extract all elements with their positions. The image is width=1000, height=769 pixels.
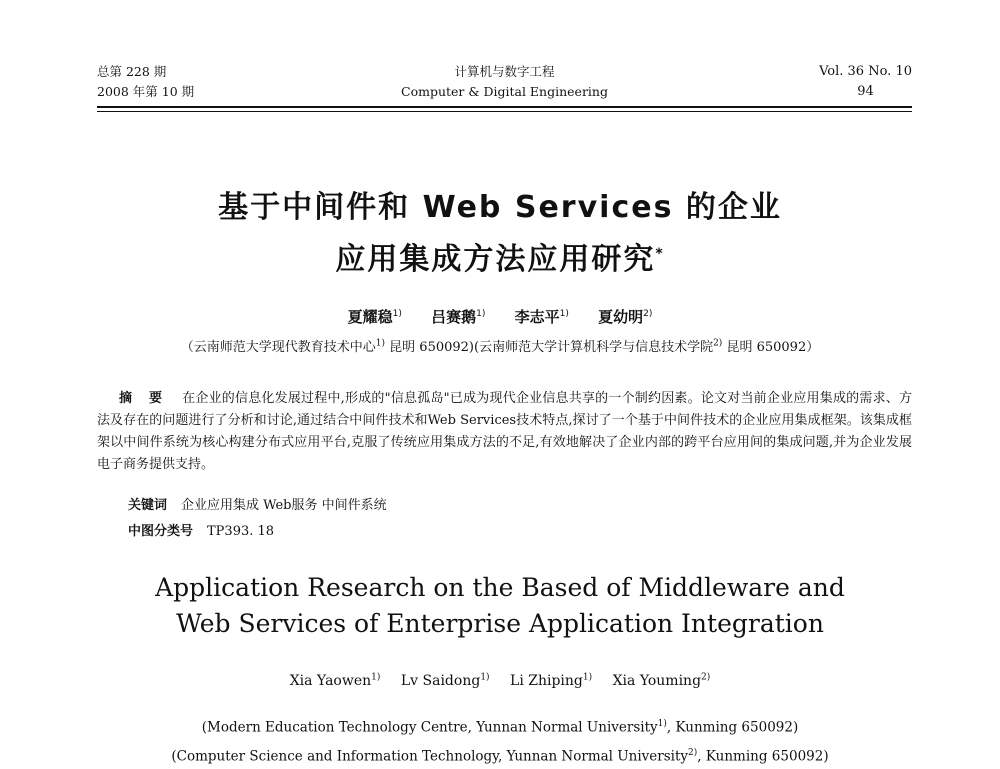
title-footnote-mark: * (655, 246, 664, 262)
header-rule-thick (97, 106, 912, 108)
abstract-cn (97, 388, 912, 476)
issue-number: 总第 228 期 (97, 62, 194, 82)
classification-label: 中图分类号 (128, 524, 193, 539)
issue-date: 2008 年第 10 期 (97, 82, 194, 102)
title-en-line1: Application Research on the Based of Middleware and (0, 570, 1000, 606)
page-header (97, 62, 912, 106)
author-en: Li Zhiping$^{1)}$ (510, 673, 592, 689)
abstract-text: 在企业的信息化发展过程中,形成的"信息孤岛"已成为现代企业信息共享的一个制约因素。论文对当前企业应用集成的需求、方法及存在的问题进行了分析和讨论,通过结合中间件技术和Web Services技术特点,探讨了一个基于中间件技术的企业应用集成框架。该集成框架以中间件系统为核心构建分布式应用平台,克服了传统应用集成方法的不足,有效地解决了企业内部的跨平台应用间的集成问题,并为企业发展电子商务提供支持。 (97, 391, 912, 472)
author-cn: 李志平$^{1)}$ (515, 308, 569, 326)
authors-cn (0, 306, 1000, 327)
title-cn-line2: 应用集成方法应用研究* (0, 231, 1000, 283)
paper-title-cn (0, 184, 1000, 283)
volume-number: Vol. 36 No. 10 (819, 62, 912, 82)
author-en: Lv Saidong$^{1)}$ (401, 673, 490, 689)
affiliation-en-line1: (Modern Education Technology Centre, Yunnan Normal University$^{1)}$, Kunming 650092) (0, 712, 1000, 741)
authors-en (0, 672, 1000, 689)
header-right (819, 62, 912, 102)
classification (128, 520, 274, 539)
affiliation-cn: （云南师范大学现代教育技术中心$^{1)}$ 昆明 650092)(云南师范大学计算机科学与信息技术学院$^{2)}$ 昆明 650092） (0, 336, 1000, 355)
author-cn: 吕赛鹅$^{1)}$ (431, 308, 485, 326)
header-rule-thin (97, 111, 912, 112)
affiliation-en-line2: (Computer Science and Information Technology, Yunnan Normal University$^{2)}$, Kunming 650092) (0, 741, 1000, 769)
author-cn: 夏耀稳$^{1)}$ (348, 308, 402, 326)
title-cn-line1: 基于中间件和 Web Services 的企业 (0, 184, 1000, 231)
journal-name-cn: 计算机与数字工程 (97, 62, 912, 82)
abstract-label: 摘 要 (119, 391, 168, 406)
title-en-line2: Web Services of Enterprise Application Integration (0, 606, 1000, 642)
journal-name-en: Computer & Digital Engineering (97, 82, 912, 102)
author-cn: 夏幼明$^{2)}$ (598, 308, 652, 326)
keywords-text: 企业应用集成 Web服务 中间件系统 (181, 498, 387, 513)
paper-title-en (0, 570, 1000, 642)
classification-code: TP393. 18 (207, 524, 274, 539)
affiliation-en (0, 712, 1000, 769)
keywords-label: 关键词 (128, 498, 167, 513)
author-en: Xia Yaowen$^{1)}$ (290, 673, 381, 689)
header-center (97, 62, 912, 102)
keywords (128, 494, 387, 513)
page-number: 94 (819, 82, 912, 102)
author-en: Xia Youming$^{2)}$ (613, 673, 711, 689)
